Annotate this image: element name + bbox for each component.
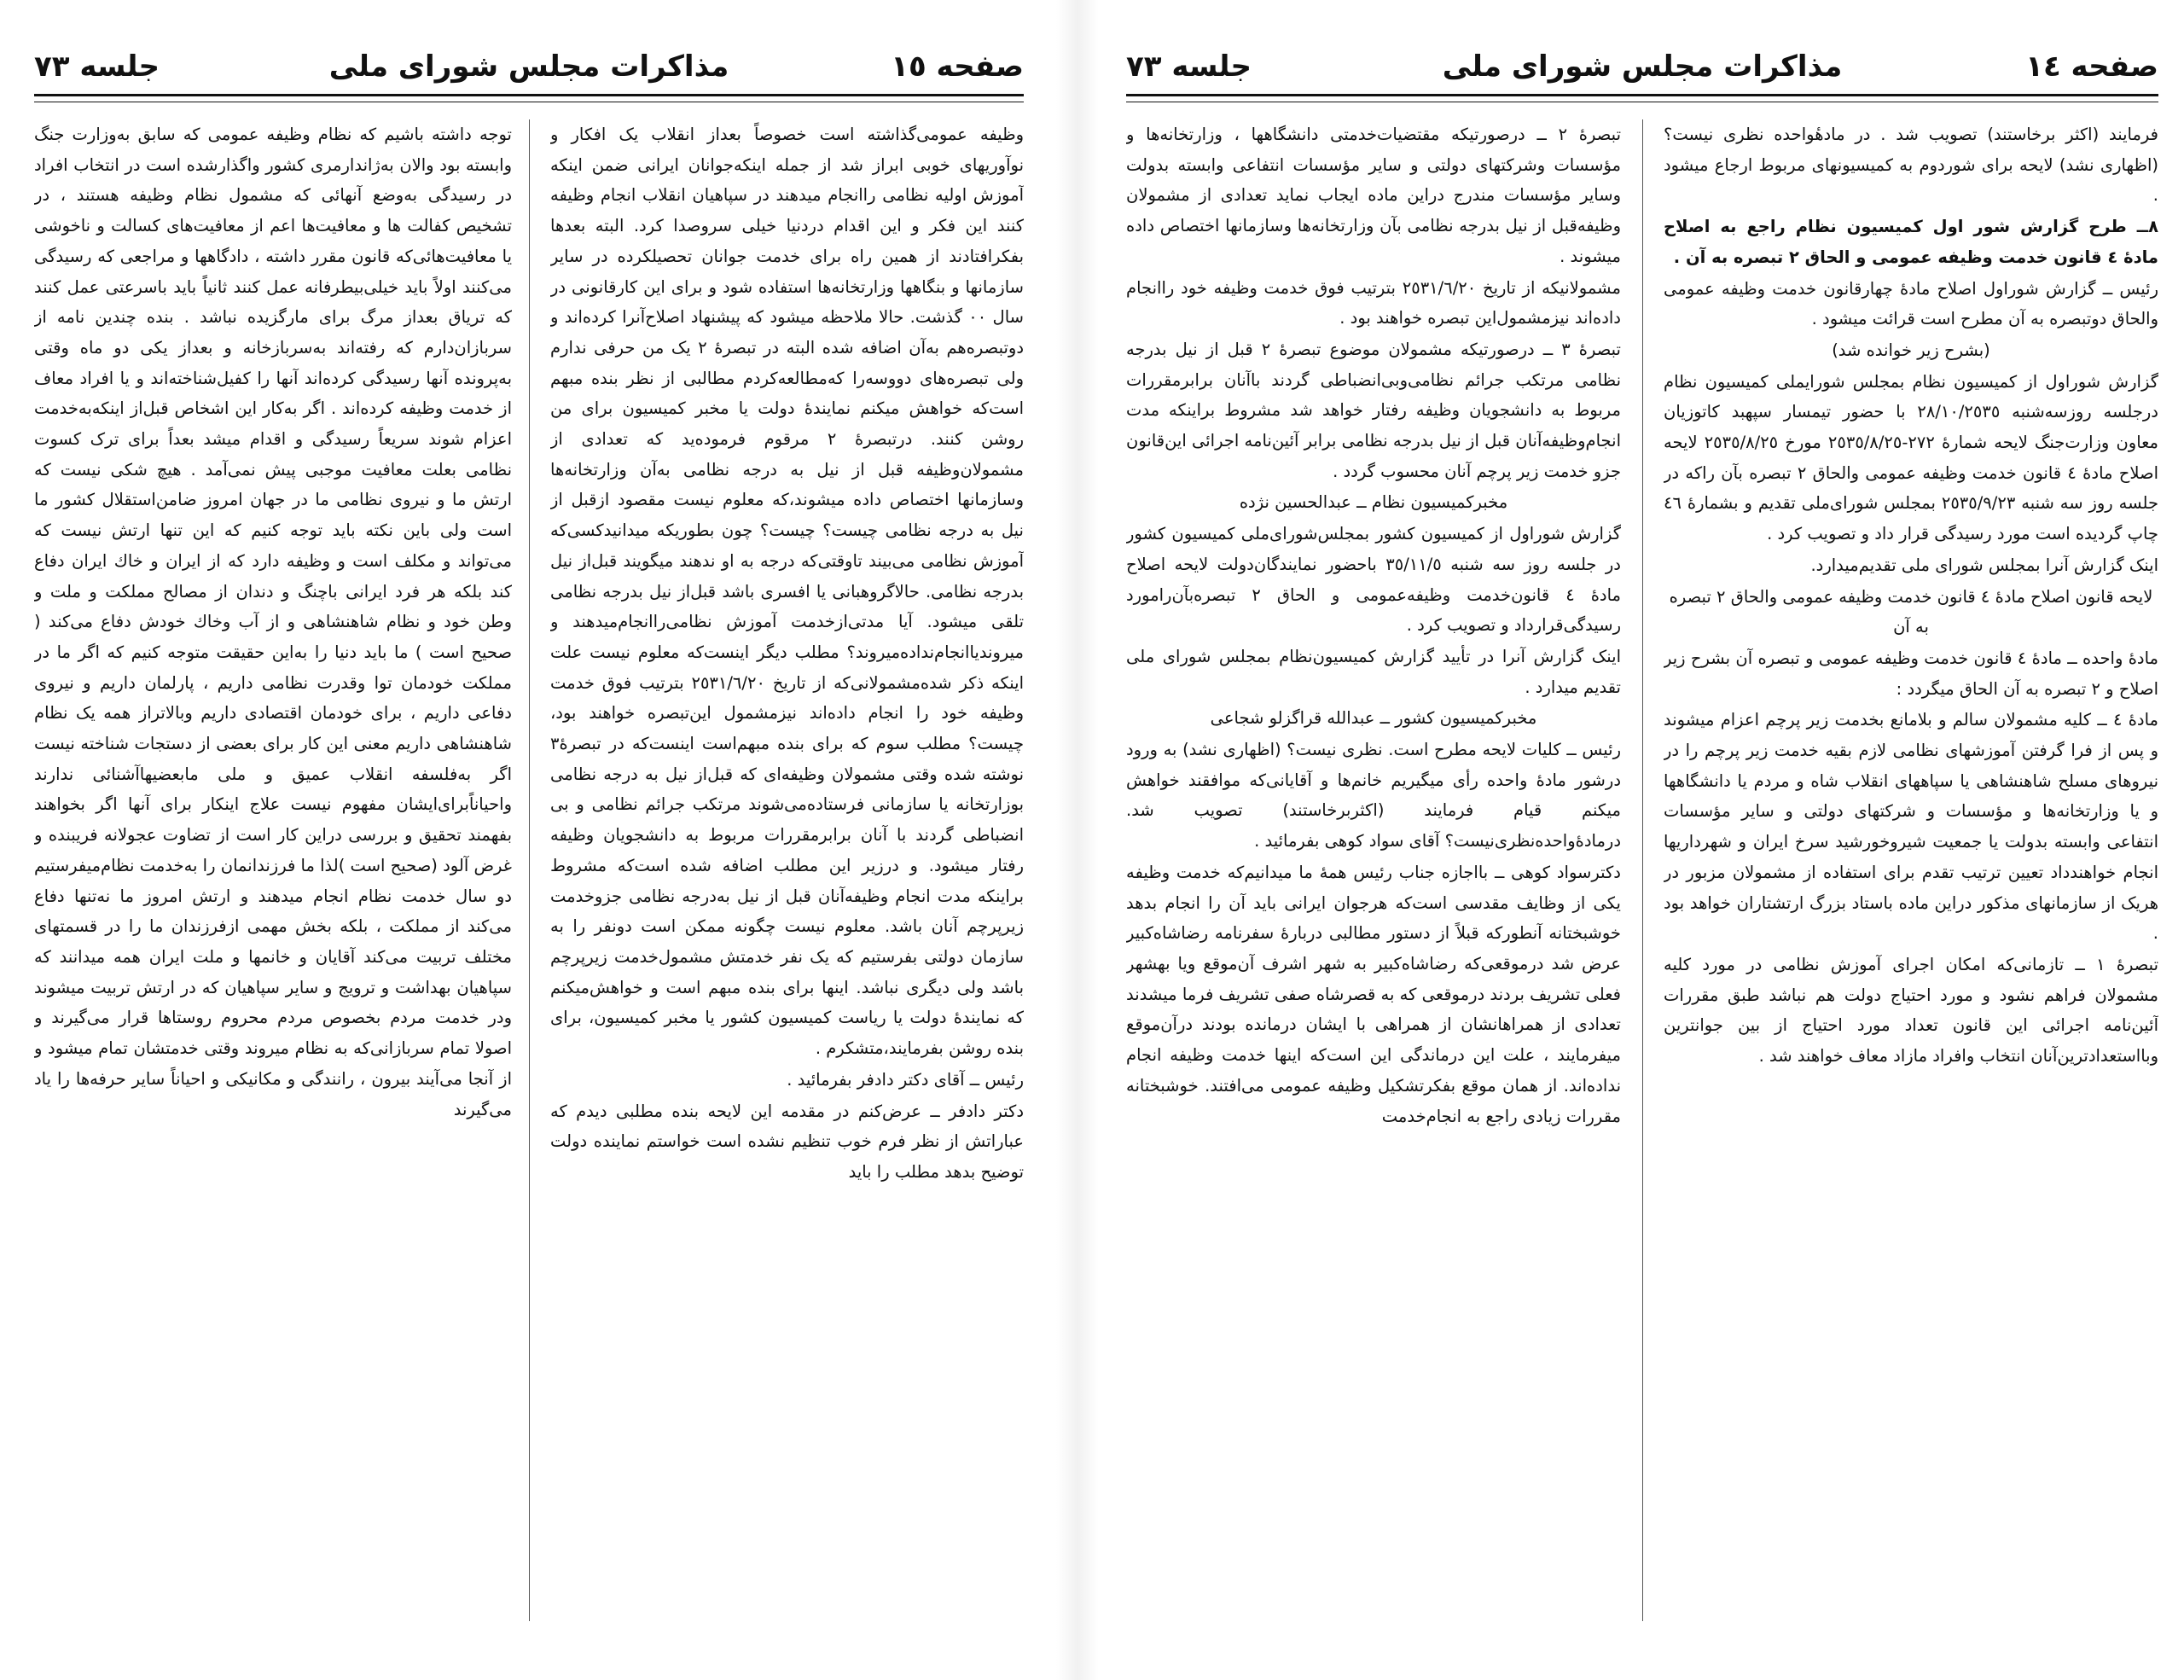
paragraph: توجه داشته باشیم که نظام وظیفه عمومی که سابق به‌وزارت جنگ وابسته بود والان به‌ژاندارمری کشور واگذارشده است در انتخاب افراد در رسیدگی به‌وضع آنهائی که مشمول نظام وظیفه هستند ، در تشخیص کفالت ها و معافیت‌ها اعم از معافیت‌های کسالت و ناخوشی یا معافیت‌هائی‌که قانون مقرر داشته ، دادگاهها و مراجعی که رسیدگی می‌کنند اولاً باید خیلی‌بیطرفانه عمل کنند ثانیاً باید باسرعتی عمل کنند که تریاق بعداز مرگ برای مار‌گزیده نباشد . بنده چندین نامه از سربازان‌دارم که رفته‌اند به‌سربازخانه و بعداز یکی دو ماه وقتی به‌پرونده آنها رسیدگی کرده‌اند آنها را کفیل‌شناخته‌اند و یا افراد معاف از خدمت وظیفه کرده‌اند . اگر به‌کار این اشخاص قبل‌از اینکه‌به‌خدمت اعزام شوند سریعاً رسیدگی و اقدام میشد بعداً برای ترک کسوت نظامی بعلت معافیت موجبی پیش نمی‌آمد . هیچ شکی نیست که ارتش ما و نیروی نظامی ما در جهان امروز ضامن‌استقلال کشور ما است ولی باین نکته باید توجه کنیم که این تنها ارتش نیست که می‌تواند و مکلف است و وظیفه دارد که از ایران و خاك ایران دفاع کند بلکه هر فرد ایرانی باچنگ و دندان از مصالح مملکت و ملت و وطن خود و نظام شاهنشاهی و از آب وخاك خودش دفاع می‌کند ( صحیح است ) ما باید دنیا را به‌این حقیقت متوجه کنیم که اگر ما در مملکت خودمان توا وقدرت نظامی داریم ، پارلمان داریم و نیروی دفاعی داریم ، برای خودمان اقتصادی داریم وبالاتراز همه یک نظام شاهنشاهی داریم معنی این کار برای بعضی از دستجات شناخته نیست اگر به‌فلسفه انقلاب عمیق و ملی ما‌بعضیهاآشنائی ندارند واحیاناًبرای‌ایشان مفهوم نیست علاج اینکار برای آنها اگر بخواهند بفهمند تحقیق و بررسی دراین کار است از تضاوت عجولانه فریبنده و غرض آلود (صحیح است )لذا ما فرزندانمان را به‌خدمت نظام‌میفرستیم دو سال خدمت نظام انجام میدهند و ارتش امروز ما نه‌تنها دفاع می‌کند از مملکت ، بلکه بخش مهمی ازفرزندان ما را در قسمتهای مختلف تربیت می‌کند آقایان و خانمها و ملت ایران همه میدانند که سپاهیان بهداشت و ترویج و سایر سپاهیان که در ارتش تربیت میشوند ودر خدمت مردم بخصوص مردم محروم روستاها قرار می‌گیرند و اصولا تمام سربازانی‌که به نظام میروند وقتی خدمتشان تمام میشود و از آنجا می‌آیند بیرون ، رانندگی و مکانیکی و احیاناً سایر حرفه‌ها را یاد می‌گیرند xyxy=(34,125,512,1119)
header-rule xyxy=(34,94,1024,102)
right-page-header xyxy=(1126,49,2158,101)
paragraph: تبصرهٔ ٢ ــ درصورتیکه مقتضیات‌خدمتی دانشگاهها ، وزارتخانه‌ها و مؤسسات وشرکتهای دولتی و سایر مؤسسات انتفاعی وابسته بدولت وسایر مؤسسات مندرج دراین ماده ایجاب نماید تعدادی از مشمولان وظیفه‌قبل از نیل بدرجه نظامی بآن وزارتخانه‌ها وسازمانها اختصاص داده میشوند . xyxy=(1126,125,1621,266)
paragraph: دکتر دادفر ــ عرض‌کنم در مقدمه این لایحه بنده مطلبی دیدم که عباراتش از نظر فرم خوب تنظیم نشده است خواستم نماینده دولت توضیح بدهد مطلب را باید xyxy=(550,1101,1024,1182)
left-page-column-left xyxy=(34,119,512,1647)
signature-line: مخبرکمیسیون کشور ــ عبدالله قراگزلو شجاعی xyxy=(1210,708,1537,729)
page-number: صفحه ١٤ xyxy=(2025,49,2158,84)
running-title: مذاکرات مجلس شورای ملی xyxy=(328,49,729,84)
right-page-column-right xyxy=(1664,119,2158,1647)
session-number: جلسه ٧٣ xyxy=(1126,49,1252,84)
session-number: جلسه ٧٣ xyxy=(34,49,160,84)
agenda-heading: ۸ــ طرح گزارش شور اول کمیسیون نظام راجع به اصلاح مادهٔ ٤ قانون خدمت وظیفه عمومی و الحاق ٢ تبصره به آن . xyxy=(1664,217,2158,267)
page-number: صفحه ١٥ xyxy=(891,49,1024,84)
paragraph: (بشرح زیر خوانده شد) xyxy=(1832,340,1990,360)
paragraph: وظیفه عمومی‌گذاشته است خصوصاً بعداز انقلاب یک افکار و نوآوریهای خوبی ابراز شد از جمله اینکه‌جوانان ایرانی ضمن اینکه آموزش اولیه نظامی راانجام میدهند در سپاهیان انقلاب انجام وظیفه کنند این فکر و این اقدام دردنیا خیلی سروصدا کرد. البته بعدها بفکرافتادند از همین راه برای خدمت جوانان تحصیلکرده در سایر سازمانها و بنگاهها وزارتخانه‌ها استفاده شود و برای این کارقانونی در سال ٠٠ گذشت. حالا ملاحظه میشود که پیشنهاد اصلاح‌آنرا کرده‌اند و دوتبصره‌هم به‌آن اضافه شده البته در تبصرهٔ ٢ یک من حرفی ندارم ولی تبصره‌های دووسه‌را که‌مطالعه‌کردم مطالبی از نظر بنده مبهم است‌که خواهش میکنم نمایندهٔ دولت یا مخبر کمیسیون برای من روشن کنند. درتبصرهٔ ٢ مرقوم فرموده‌ید که تعدادی از مشمولان‌وظیفه قبل از نیل به درجه نظامی به‌آن وزارتخانه‌ها وسازمانها اختصاص داده میشوند،که معلوم نیست مقصود ازقبل از نیل به درجه نظامی چیست؟ چیست؟ چون بطوریکه میدانید‌کسی‌که آموزش نظامی می‌بیند تاوقتی‌که درجه به او ندهند میگویند قبل‌از نیل بدرجه نظامی. حالاگروهبانی یا افسری باشد قبل‌از نیل بدرجه نظامی تلقی میشود. آیا مدتی‌ازخدمت آموزش نظامی‌راانجام‌میدهند و میروندیاانجام‌نداده‌میروند؟ مطلب دیگر اینست‌که معلوم نیست علت اینکه ذکر شده‌مشمولانی‌که از تاریخ ٢٥٣١/٦/٢٠ بترتیب فوق خدمت وظیفه خود را انجام داده‌اند نیزمشمول این‌تبصره خواهند بود، چیست؟ مطلب سوم که برای بنده مبهم‌است اینست‌که در تبصرهٔ٣ نوشته شده وقتی مشمولان وظیفه‌ای که قبل‌از نیل به درجه نظامی بوزارتخانه یا سازمانی فرستاده‌می‌شوند مرتکب جرائم نظامی و بی انضباطی گردند با آنان برابرمقررات مربوط به دانشجویان وظیفه رفتار میشود. و درزیر این مطلب اضافه شده است‌که مشروط براینکه مدت انجام وظیفه‌آنان قبل از نیل به‌درجه نظامی جزوخدمت زیرپرچم آنان باشد. معلوم نیست چگونه ممکن است دونفر را به سازمان دولتی بفرستیم که یک نفر خدمتش مشمول‌خدمت زیرپرچم باشد ولی دیگری نباشد. اینها برای بنده مبهم است و خواهش‌میکنم که نمایندهٔ دولت یا ریاست کمیسیون کشور یا مخبر کمیسیون، برای بنده روشن بفرمایند،متشکرم . xyxy=(550,125,1024,1059)
paragraph: رئیس ــ کلیات لایحه مطرح است. نظری نیست؟ (اظهاری نشد) به ورود درشور مادهٔ واحده رأی میگیریم خانم‌ها و آقایانی‌که موافقند خواهش میکنم قیام فرمایند (اکثربرخاستند) تصویب شد. درمادهٔ‌واحده‌نظری‌نیست؟ آقای سواد کوهی بفرمائید . xyxy=(1126,740,1621,852)
paragraph: مادهٔ ٤ ــ کلیه مشمولان سالم و بلامانع بخدمت زیر پرچم اعزام میشوند و پس از فرا گرفتن آموزشهای نظامی لازم بقیه خدمت زیر پرچم را در نیروهای مسلح شاهنشاهی یا سپاههای انقلاب شاه و مردم یا دانشگاهها و یا وزارتخانه‌ها و مؤسسات و شرکتهای دولتی و سایر مؤسسات انتفاعی وابسته بدولت یا جمعیت شیروخورشید سرخ ایران و شهرداریها انجام خواهندداد تعیین ترتیب تقدم برای استفاده از مشمولان مزبور در هریک از سازمانهای مذکور دراین ماده باستاد بزرگ ارتشتاران خواهد بود . xyxy=(1664,710,2158,944)
paragraph: مشمولانیکه از تاریخ ٢٥٣١/٦/٢٠ بترتیب فوق خدمت وظیفه خود راانجام داده‌اند نیزمشمول‌این تبصره خواهند بود . xyxy=(1126,277,1621,328)
paragraph: مادهٔ واحده ــ مادهٔ ٤ قانون خدمت وظیفه عمومی و تبصره آن بشرح زیر اصلاح و ٢ تبصره به آن الحاق میگردد : xyxy=(1664,648,2158,699)
paragraph: گزارش شوراول از کمیسیون کشور بمجلس‌شورای‌ملی کمیسیون کشور در جلسه روز سه شنبه ٣٥/١١/٥ باحضور نمایندگان‌دولت لایحه اصلاح مادهٔ ٤ قانون‌خدمت وظیفه‌عمومی و الحاق ٢ تبصره‌بآن‌رامورد رسیدگی‌قرارداد و تصویب کرد . xyxy=(1126,524,1621,636)
paragraph: رئیس ــ آقای دکتر دادفر بفرمائید . xyxy=(787,1069,1024,1090)
column-divider xyxy=(1642,119,1643,1621)
binding-gutter xyxy=(1056,0,1099,1680)
left-page-header xyxy=(34,49,1024,101)
paragraph: تبصرهٔ ١ ــ تازمانی‌که امکان اجرای آموزش نظامی در مورد کلیه مشمولان فراهم نشود و مورد احتیاج دولت هم نباشد طبق مقررات آئین‌نامه اجرائی این قانون تعداد مورد احتیاج از بین جوانترین وبااستعدادترین‌آنان انتخاب وافراد مازاد معاف خواهند شد . xyxy=(1664,954,2158,1067)
header-rule xyxy=(1126,94,2158,102)
right-page-column-left xyxy=(1126,119,1621,1647)
paragraph: رئیس ــ گزارش شوراول اصلاح مادهٔ چهارقانون خدمت وظیفه عمومی والحاق دوتبصره به آن مطرح است قرائت میشود . xyxy=(1664,278,2158,329)
paragraph: لایحه قانون اصلاح مادهٔ ٤ قانون خدمت وظیفه عمومی والحاق ٢ تبصره به آن xyxy=(1669,586,2153,637)
column-divider xyxy=(529,119,530,1621)
left-page xyxy=(34,34,1024,1655)
paragraph: اینک گزارش آنرا بمجلس شورای ملی تقدیم‌میدارد. xyxy=(1810,555,2158,575)
paragraph: دکترسواد کوهی ــ بااجازه جناب رئیس همهٔ ما میدانیم‌که خدمت وظیفه یکی از وظایف مقدسی است‌که هرجوان ایرانی باید آن را انجام بدهد خوشبختانه آنطورکه قبلاً از دستور مطالبی دربارهٔ سفرنامه رضاشاه‌کبیر عرض شد درموقعی‌که رضاشاه‌کبیر به شهر اشرف آن‌موقع ویا بهشهر فعلی تشریف بردند درموقعی که به قصرشاه صفی تشریف فرما میشدند تعدادی از همراهانشان از همراهی با ایشان درمانده بودند درآن‌موقع میفرمایند ، علت این درماندگی این است‌که اینها خدمت وظیفه انجام نداده‌اند. از همان موقع بفکرتشکیل وظیفه عمومی می‌افتند. خوشبختانه مقررات زیادی راجع به انجام‌خدمت xyxy=(1126,862,1621,1126)
right-page xyxy=(1126,34,2158,1655)
running-title: مذاکرات مجلس شورای ملی xyxy=(1442,49,1843,84)
left-page-column-right xyxy=(550,119,1024,1647)
signature-line: مخبرکمیسیون نظام ــ عبدالحسین نژده xyxy=(1239,492,1508,513)
paragraph: اینک گزارش آنرا در تأیید گزارش کمیسیون‌نظام بمجلس شورای ملی تقدیم میدارد . xyxy=(1126,646,1621,697)
paragraph: گزارش شوراول از کمیسیون نظام بمجلس شورایملی کمیسیون نظام درجلسه روزسه‌شنبه ٢٨/١٠/٢٥٣٥ با حضور تیمسار سپهبد کاتوزیان معاون وزارت‌جنگ لایحه شمارهٔ ٢٧٢-٢٥٣٥/٨/٢٥ مورخ ٢٥٣٥/٨/٢٥ لایحه اصلاح مادهٔ ٤ قانون خدمت وظیفه عمومی والحاق ٢ تبصره بآن راکه در جلسه روز سه شنبه ٢٥٣٥/٩/٢٣ بمجلس شورای‌ملی تقدیم و بشمارهٔ ٤٦ چاپ گردیده است مورد رسیدگی قرار داد و تصویب کرد . xyxy=(1664,371,2158,544)
paragraph: تبصرهٔ ٣ ــ درصورتیکه مشمولان موضوع تبصرهٔ ٢ قبل از نیل بدرجه نظامی مرتکب جرائم نظامی‌وبی‌انضباطی گردند باآنان برابرمقررات مربوط به دانشجویان وظیفه رفتار خواهد شد مشروط براینکه مدت انجام‌وظیفه‌آنان قبل از نیل بدرجه نظامی برابر آئین‌نامه اجرائی این‌قانون جزو خدمت زیر پرچم آنان محسوب گردد . xyxy=(1126,339,1621,481)
paragraph: فرمایند (اکثر برخاستند) تصویب شد . در مادهٔواحده نظری نیست؟(اظهاری نشد) لایحه برای شوردوم به کمیسیونهای مربوط ارجاع میشود . xyxy=(1664,125,2158,206)
